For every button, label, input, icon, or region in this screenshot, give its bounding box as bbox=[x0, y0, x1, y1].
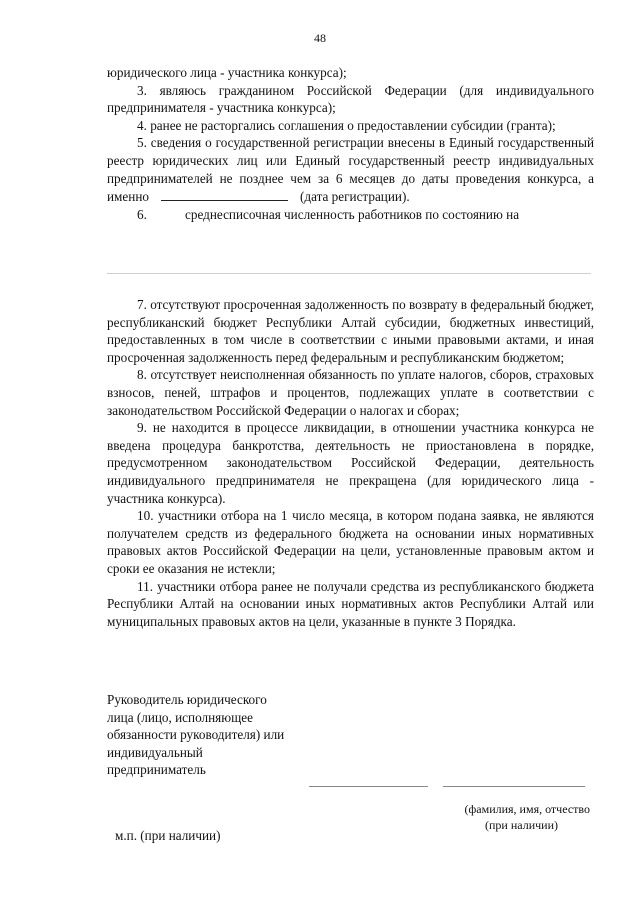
item-5 bbox=[107, 134, 594, 205]
item-6-number: 6. bbox=[137, 206, 147, 222]
caption-line-1: (фамилия, имя, отчество bbox=[464, 802, 590, 816]
item-3: 3. являюсь гражданином Российской Федерации (для индивидуального предпринимателя - участника конкурса); bbox=[107, 82, 594, 116]
item-6-text: среднесписочная численность работников по состоянию на bbox=[185, 206, 520, 222]
role-line: обязанности руководителя) или bbox=[107, 727, 285, 743]
item-6-blank-line bbox=[107, 273, 591, 274]
item-5-end: (дата регистрации). bbox=[299, 189, 410, 205]
item-11: 11. участники отбора ранее не получали средства из республиканского бюджета Республики Алтай на основании иных нормативных актов Республики Алтай или муниципальных правовых актов на цели, указанные в пункте 3 Порядка. bbox=[107, 578, 594, 629]
item-7: 7. отсутствуют просроченная задолженность по возврату в федеральный бюджет, республиканский бюджет Республики Алтай субсидии, бюджетных инвестиций, предоставленных в том числе в соответствии с иными правовыми актами, и иная просроченная задолженность перед федеральным и республиканским бюджетом; bbox=[107, 297, 594, 365]
body-text-top bbox=[107, 64, 594, 223]
full-name-line bbox=[443, 786, 585, 787]
role-line: лица (лицо, исполняющее bbox=[107, 709, 253, 725]
item-4: 4. ранее не расторгались соглашения о предоставлении субсидии (гранта); bbox=[137, 117, 556, 133]
signatory-role bbox=[107, 691, 327, 779]
caption-line-2: (при наличии) bbox=[485, 818, 558, 832]
item-8: 8. отсутствует неисполненная обязанность по уплате налогов, сборов, страховых взносов, пеней, штрафов и процентов, подлежащих уплате в соответствии с законодательством Российской Федерации о налогах и сборах; bbox=[107, 367, 594, 418]
stamp-place: м.п. (при наличии) bbox=[115, 828, 221, 843]
signature-line bbox=[309, 786, 428, 787]
role-line: предприниматель bbox=[107, 762, 206, 778]
full-name-caption bbox=[440, 801, 590, 833]
item-5-text: 5. сведения о государственной регистрации внесены в Единый государственный реестр юридических лиц или Единый государственный реестр индивидуальных предпринимателей не позднее чем за 6 месяцев до даты проведения конкурса, а именно bbox=[107, 135, 594, 205]
body-text-items bbox=[107, 296, 594, 630]
paragraph-line-1: юридического лица - участника конкурса); bbox=[107, 65, 347, 80]
role-line: Руководитель юридического bbox=[107, 692, 267, 707]
item-6 bbox=[107, 206, 594, 224]
role-line: индивидуальный bbox=[107, 744, 203, 760]
item-10: 10. участники отбора на 1 число месяца, в котором подана заявка, не являются получателем средств из федерального бюджета на основании иных нормативных правовых актов Российской Федерации на цели, установленные правовым актом и сроки ее оказания не истекли; bbox=[107, 508, 594, 576]
item-9: 9. не находится в процессе ликвидации, в отношении участника конкурса не введена процедура банкротства, деятельность не приостановлена в порядке, предусмотренном законодательством Российской Федерации, деятельность индивидуального предпринимателя не прекращена (для юридического лица - участника конкурса). bbox=[107, 420, 594, 506]
registration-date-blank bbox=[161, 187, 288, 201]
page-number: 48 bbox=[314, 31, 326, 45]
